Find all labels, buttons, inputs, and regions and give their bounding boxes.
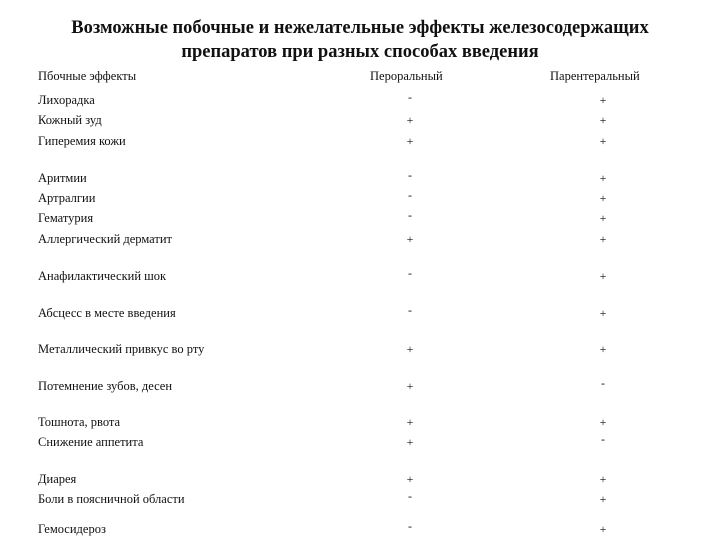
parenteral-mark: +	[599, 415, 607, 429]
parenteral-mark: +	[599, 342, 607, 356]
oral-mark: -	[408, 303, 412, 317]
effect-label: Лихорадка	[38, 93, 95, 107]
parenteral-mark: +	[599, 232, 607, 246]
effect-label: Металлический привкус во рту	[38, 342, 205, 356]
effect-label: Гиперемия кожи	[38, 134, 126, 148]
effect-label: Аллергический дерматит	[38, 232, 173, 246]
oral-mark: +	[406, 134, 414, 148]
oral-mark: -	[408, 489, 412, 503]
effect-label: Абсцесс в месте введения	[38, 306, 176, 320]
oral-mark: +	[406, 415, 414, 429]
oral-mark: +	[406, 342, 414, 356]
effect-label: Анафилактический шок	[38, 269, 167, 283]
parenteral-mark: +	[599, 93, 607, 107]
oral-mark: +	[406, 472, 414, 486]
header-oral: Пероральный	[370, 69, 443, 83]
parenteral-mark: +	[599, 522, 607, 536]
parenteral-mark: +	[599, 134, 607, 148]
parenteral-mark: +	[599, 191, 607, 205]
oral-mark: +	[406, 232, 414, 246]
parenteral-mark: +	[599, 211, 607, 225]
effect-label: Снижение аппетита	[38, 435, 144, 449]
title-line-2: препаратов при разных способах введения	[181, 42, 539, 62]
oral-mark: +	[406, 113, 414, 127]
header-effects: Пбочные эффекты	[38, 69, 137, 83]
oral-mark: -	[408, 519, 412, 533]
oral-mark: -	[408, 208, 412, 222]
oral-mark: +	[406, 435, 414, 449]
parenteral-mark: +	[599, 492, 607, 506]
effect-label: Гемосидероз	[38, 522, 106, 536]
effect-label: Аритмии	[38, 171, 87, 185]
parenteral-mark: -	[601, 432, 605, 446]
effect-label: Боли в поясничной области	[38, 492, 185, 506]
effect-label: Артралгии	[38, 191, 96, 205]
oral-mark: -	[408, 266, 412, 280]
parenteral-mark: +	[599, 171, 607, 185]
effect-label: Диарея	[38, 472, 77, 486]
effect-label: Гематурия	[38, 211, 94, 225]
effect-label: Тошнота, рвота	[38, 415, 121, 429]
page-title	[0, 16, 720, 64]
parenteral-mark: +	[599, 113, 607, 127]
header-parenteral: Парентеральный	[550, 69, 640, 83]
effect-label: Кожный зуд	[38, 113, 102, 127]
parenteral-mark: +	[599, 269, 607, 283]
effect-label: Потемнение зубов, десен	[38, 379, 173, 393]
parenteral-mark: -	[601, 376, 605, 390]
oral-mark: -	[408, 90, 412, 104]
oral-mark: -	[408, 168, 412, 182]
title-line-1: Возможные побочные и нежелательные эффекты железосодержащих	[71, 18, 649, 38]
parenteral-mark: +	[599, 306, 607, 320]
parenteral-mark: +	[599, 472, 607, 486]
oral-mark: +	[406, 379, 414, 393]
oral-mark: -	[408, 188, 412, 202]
